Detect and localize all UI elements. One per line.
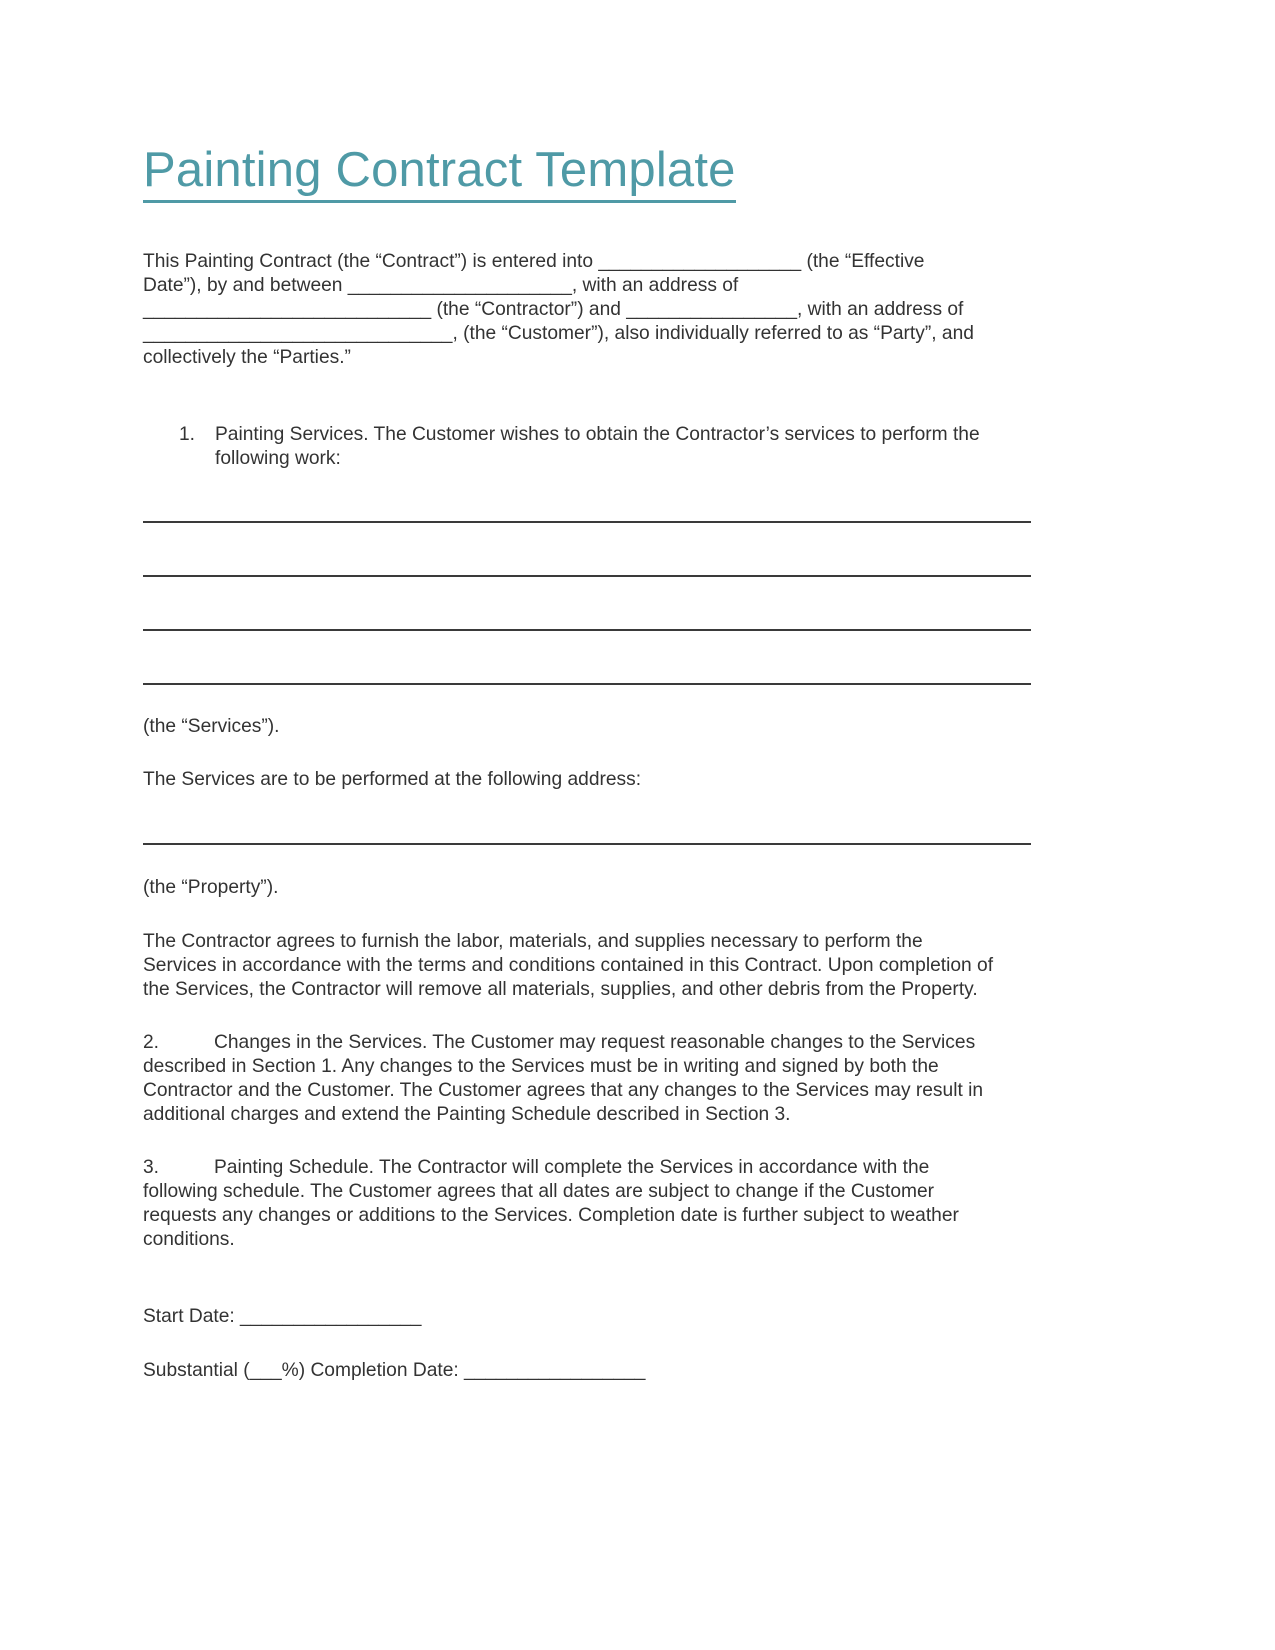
services-blank-line-1[interactable] bbox=[143, 521, 1031, 523]
start-date-blank[interactable]: _________________ bbox=[240, 1306, 422, 1327]
section-1 bbox=[179, 423, 1109, 471]
property-label: (the “Property”). bbox=[143, 877, 279, 898]
services-blank-line-4[interactable] bbox=[143, 683, 1031, 685]
intro-paragraph bbox=[143, 250, 1073, 370]
furnish-paragraph bbox=[143, 930, 1073, 1002]
start-date-row bbox=[143, 1305, 1073, 1329]
section-2-line bbox=[143, 1031, 1073, 1055]
start-date-label: Start Date: bbox=[143, 1306, 241, 1327]
section-3-line: following schedule. The Customer agrees that all dates are subject to change if the Customer bbox=[143, 1181, 935, 1202]
section-1-number: 1. bbox=[179, 424, 196, 445]
section-2-text: Changes in the Services. The Customer may request reasonable changes to the Services bbox=[214, 1032, 976, 1053]
furnish-line: The Contractor agrees to furnish the labor, materials, and supplies necessary to perform the bbox=[143, 931, 923, 952]
section-3 bbox=[143, 1156, 1073, 1252]
intro-line: Date”), by and between _____________________, with an address of bbox=[143, 275, 739, 296]
section-3-line: requests any changes or additions to the Services. Completion date is further subject to weather bbox=[143, 1205, 959, 1226]
section-2 bbox=[143, 1031, 1073, 1127]
section-1-line bbox=[179, 423, 1109, 447]
section-2-line: described in Section 1. Any changes to the Services must be in writing and signed by both the bbox=[143, 1056, 939, 1077]
services-blank-line-2[interactable] bbox=[143, 575, 1031, 577]
address-prompt: The Services are to be performed at the following address: bbox=[143, 769, 642, 790]
furnish-line: the Services, the Contractor will remove all materials, supplies, and other debris from the Property. bbox=[143, 979, 978, 1000]
section-2-number: 2. bbox=[143, 1032, 160, 1053]
services-blank-line-3[interactable] bbox=[143, 629, 1031, 631]
intro-line: _____________________________, (the “Customer”), also individually referred to as “Party”, and bbox=[143, 323, 974, 344]
completion-date-blank[interactable]: _________________ bbox=[464, 1360, 646, 1381]
furnish-line: Services in accordance with the terms and conditions contained in this Contract. Upon completion of bbox=[143, 955, 994, 976]
services-label: (the “Services”). bbox=[143, 716, 280, 737]
section-3-line bbox=[143, 1156, 1073, 1180]
completion-date-label: Substantial (___%) Completion Date: bbox=[143, 1360, 465, 1381]
section-3-line: conditions. bbox=[143, 1229, 235, 1250]
property-address-blank-line[interactable] bbox=[143, 843, 1031, 845]
section-1-text: Painting Services. The Customer wishes to obtain the Contractor’s services to perform the bbox=[215, 424, 980, 445]
page-title: Painting Contract Template bbox=[143, 140, 736, 203]
section-1-line: following work: bbox=[215, 448, 341, 469]
section-3-text: Painting Schedule. The Contractor will complete the Services in accordance with the bbox=[214, 1157, 930, 1178]
intro-line: ___________________________ (the “Contractor”) and ________________, with an address of bbox=[143, 299, 964, 320]
section-2-line: additional charges and extend the Painting Schedule described in Section 3. bbox=[143, 1104, 791, 1125]
intro-line: This Painting Contract (the “Contract”) is entered into ___________________ (the “Effective bbox=[143, 251, 925, 272]
intro-line: collectively the “Parties.” bbox=[143, 347, 351, 368]
section-2-line: Contractor and the Customer. The Customer agrees that any changes to the Services may result in bbox=[143, 1080, 984, 1101]
section-3-number: 3. bbox=[143, 1157, 160, 1178]
completion-date-row bbox=[143, 1359, 1073, 1383]
